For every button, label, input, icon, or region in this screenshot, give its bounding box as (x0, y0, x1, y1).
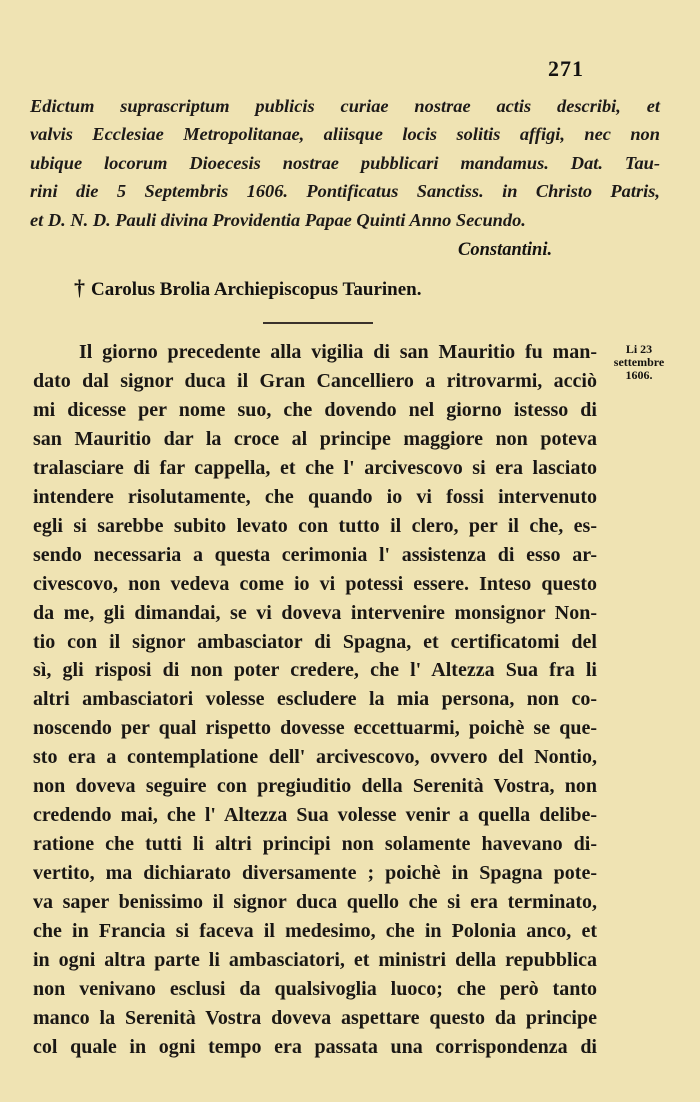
text-line: tio con il signor ambasciator di Spagna, et certificatomi del (33, 630, 597, 653)
text-line: san Mauritio dar la croce al principe maggiore non poteva (33, 427, 597, 450)
text-line: mi dicesse per nome suo, che dovendo nel giorno istesso di (33, 398, 597, 421)
main-italian-text (33, 338, 597, 1062)
signature-constantini: Constantini. (458, 240, 553, 260)
margin-date-note (604, 343, 674, 382)
text-line: non venivano esclusi da qualsivoglia luoco; che però tanto (33, 977, 597, 1000)
page-number: 271 (548, 56, 584, 81)
text-line: col quale in ogni tempo era passata una corrispondenza di (33, 1035, 597, 1058)
cross-symbol: † (74, 275, 85, 300)
text-line: sendo necessaria a questa cerimonia l' assistenza di esso ar- (33, 543, 597, 566)
text-line: sto era a contemplatione dell' arcivescovo, ovvero del Nontio, (33, 746, 597, 769)
archbishop-signature-line (74, 275, 421, 301)
section-divider (263, 322, 373, 324)
text-line: che in Francia si faceva il medesimo, che in Polonia anco, et (33, 920, 597, 943)
text-line: vertito, ma dichiarato diversamente ; poichè in Spagna pote- (33, 862, 597, 885)
text-line: dato dal signor duca il Gran Cancelliero a ritrovarmi, acciò (33, 369, 597, 392)
edict-line: ubique locorum Dioecesis nostrae pubblicari mandamus. Dat. Tau- (30, 152, 660, 173)
margin-note-line: settembre (613, 355, 665, 369)
text-line: civescovo, non vedeva come io vi potessi essere. Inteso questo (33, 572, 597, 595)
latin-edict-paragraph (30, 92, 660, 234)
text-line: noscendo per qual rispetto dovesse eccettuarmi, poichè se que- (33, 717, 597, 740)
edict-line: et D. N. D. Pauli divina Providentia Papae Quinti Anno Secundo. (30, 209, 526, 230)
text-line: intendere risolutamente, che quando io vi fossi intervenuto (33, 485, 597, 508)
text-line: in ogni altra parte li ambasciatori, et ministri della repubblica (33, 949, 597, 972)
text-line: manco la Serenità Vostra doveva aspettare questo da principe (33, 1006, 597, 1029)
edict-line: Edictum suprascriptum publicis curiae nostrae actis describi, et (30, 96, 660, 116)
text-line: ratione che tutti li altri principi non solamente havevano di- (33, 833, 597, 856)
text-line: va saper benissimo il signor duca quello che si era terminato, (33, 891, 597, 914)
text-line: credendo mai, che l' Altezza Sua volesse venir a quella delibe- (33, 804, 597, 827)
margin-note-line: 1606. (625, 368, 653, 382)
text-line: Il giorno precedente alla vigilia di san Mauritio fu man- (79, 341, 597, 363)
text-line: sì, gli risposi di non poter credere, che l' Altezza Sua fra li (33, 659, 597, 682)
text-line: non doveva seguire con pregiuditio della Serenità Vostra, non (33, 775, 597, 798)
edict-line: rini die 5 Septembris 1606. Pontificatus Sanctiss. in Christo Patris, (30, 181, 660, 202)
text-line: altri ambasciatori volesse escludere la mia persona, non co- (33, 688, 597, 711)
text-line: tralasciare di far cappella, et che l' arcivescovo si era lasciato (33, 456, 597, 479)
text-line: da me, gli dimandai, se vi doveva intervenire monsignor Non- (33, 601, 597, 624)
archbishop-name: Carolus Brolia Archiepiscopus Taurinen. (91, 279, 422, 300)
margin-note-line: Li 23 (625, 342, 653, 356)
text-line: egli si sarebbe subito levato con tutto il clero, per il che, es- (33, 514, 597, 537)
edict-line: valvis Ecclesiae Metropolitanae, aliisque locis solitis affigi, nec non (30, 124, 660, 145)
